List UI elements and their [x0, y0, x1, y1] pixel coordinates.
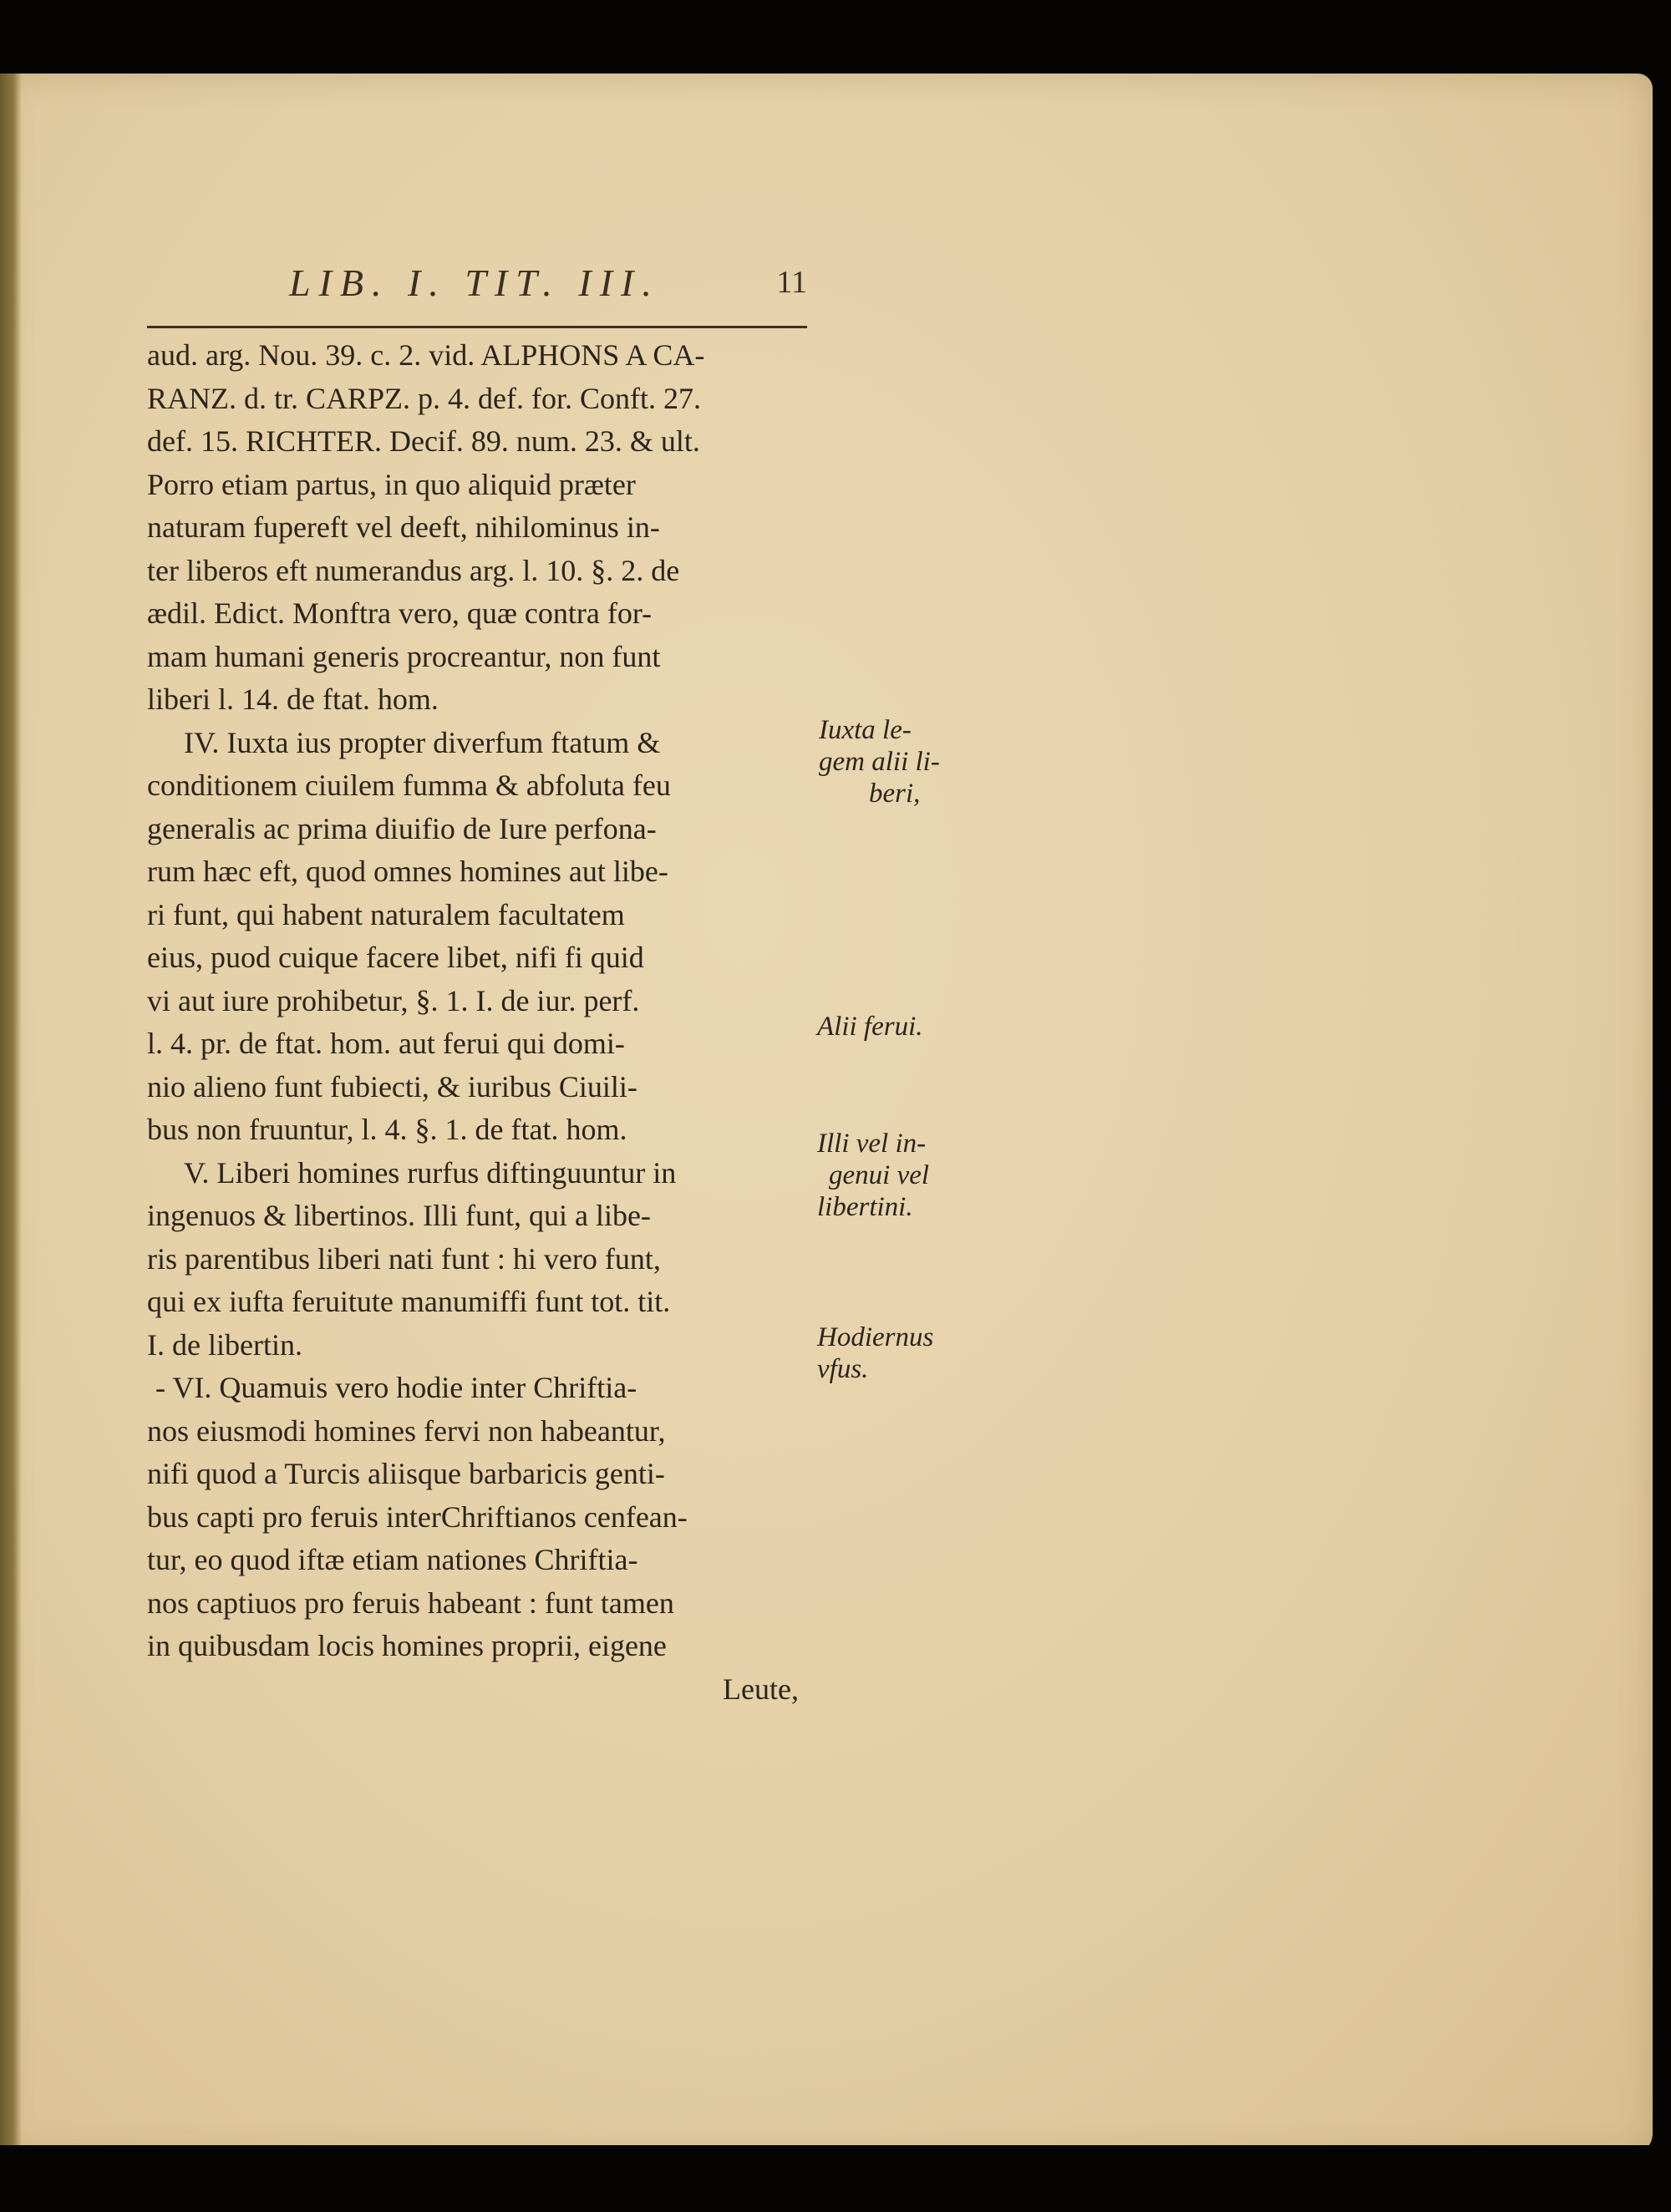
text-line: ter liberos eft numerandus arg. l. 10. §. 2. de: [147, 553, 680, 587]
text-line: RANZ. d. tr. CARPZ. p. 4. def. for. Conft. 27.: [147, 381, 701, 415]
text-line: in quibusdam locis homines proprii, eigene: [147, 1629, 667, 1662]
margin-note-alii-servi: [817, 1011, 923, 1043]
text-line: generalis ac prima diuifio de Iure perfona-: [147, 811, 657, 845]
text-line: conditionem ciuilem fumma & abfoluta feu: [147, 769, 671, 802]
text-line: eius, puod cuique facere libet, nifi fi quid: [147, 941, 644, 974]
text-line: ri funt, qui habent naturalem facultatem: [147, 897, 625, 931]
text-line: nifi quod a Turcis aliisque barbaricis genti-: [147, 1457, 665, 1490]
margin-note-line: vfus.: [817, 1354, 869, 1384]
text-line: - VI. Quamuis vero hodie inter Chriftia-: [155, 1371, 637, 1404]
text-line: qui ex iufta feruitute manumiffi funt tot. tit.: [147, 1285, 671, 1318]
header-rule: [147, 326, 807, 328]
text-line: IV. Iuxta ius propter diverfum ftatum &: [184, 725, 661, 759]
text-line: rum hæc eft, quod omnes homines aut libe-: [147, 855, 668, 888]
catchword: Leute,: [723, 1672, 799, 1706]
margin-note-line: Hodiernus: [817, 1322, 934, 1352]
page-number: 11: [776, 265, 807, 300]
text-line: naturam fupereft vel deeft, nihilominus in-: [147, 510, 660, 544]
scan-background: [0, 2145, 1671, 2212]
margin-note-line: gem alii li-: [819, 747, 940, 777]
text-line: vi aut iure prohibetur, §. 1. I. de iur. perf.: [147, 983, 640, 1017]
text-line: def. 15. RICHTER. Decif. 89. num. 23. & ult.: [147, 424, 700, 458]
text-line: I. de libertin.: [147, 1327, 302, 1362]
margin-note-line: Illi vel in-: [817, 1129, 927, 1159]
text-line: Porro etiam partus, in quo aliquid præter: [147, 467, 636, 501]
margin-note-hodiernus-usus: [817, 1322, 933, 1385]
text-line: tur, eo quod iftæ etiam nationes Chriftia-: [147, 1543, 638, 1576]
text-line: bus capti pro feruis interChriftianos cenfean-: [147, 1499, 688, 1534]
text-line: nos captiuos pro feruis habeant : funt tamen: [147, 1585, 674, 1620]
margin-note-line: Iuxta le-: [819, 715, 912, 745]
text-line: nio alieno funt fubiecti, & iuribus Ciuili-: [147, 1069, 637, 1103]
text-line: l. 4. pr. de ftat. hom. aut ferui qui domi-: [147, 1027, 625, 1060]
running-header: [147, 261, 807, 311]
text-line: liberi l. 14. de ftat. hom.: [147, 682, 439, 716]
text-line: ingenuos & libertinos. Illi funt, qui a libe-: [147, 1199, 651, 1232]
text-line: mam humani generis procreantur, non funt: [147, 639, 661, 673]
main-text-column: [147, 334, 815, 1711]
text-line: aud. arg. Nou. 39. c. 2. vid. ALPHONS A CA-: [147, 338, 705, 372]
running-title: LIB. I. TIT. III.: [289, 261, 660, 304]
margin-note-illi-vel-ingenui: [817, 1128, 929, 1223]
margin-note-iuxta-legem: [819, 714, 940, 809]
text-line: ædil. Edict. Monftra vero, quæ contra for-: [147, 596, 653, 630]
margin-note-line: genui vel: [829, 1160, 930, 1190]
text-line: bus non fruuntur, l. 4. §. 1. de ftat. hom.: [147, 1113, 627, 1146]
text-line: nos eiusmodi homines fervi non habeantur,: [147, 1413, 666, 1448]
margin-note-line: libertini.: [817, 1192, 913, 1222]
margin-note-line: Alii ferui.: [817, 1012, 923, 1042]
text-line: V. Liberi homines rurfus diftinguuntur in: [184, 1155, 677, 1190]
page-spine-edge: [0, 74, 22, 2155]
text-line: ris parentibus liberi nati funt : hi vero funt,: [147, 1241, 661, 1276]
margin-note-line: beri,: [869, 779, 921, 809]
